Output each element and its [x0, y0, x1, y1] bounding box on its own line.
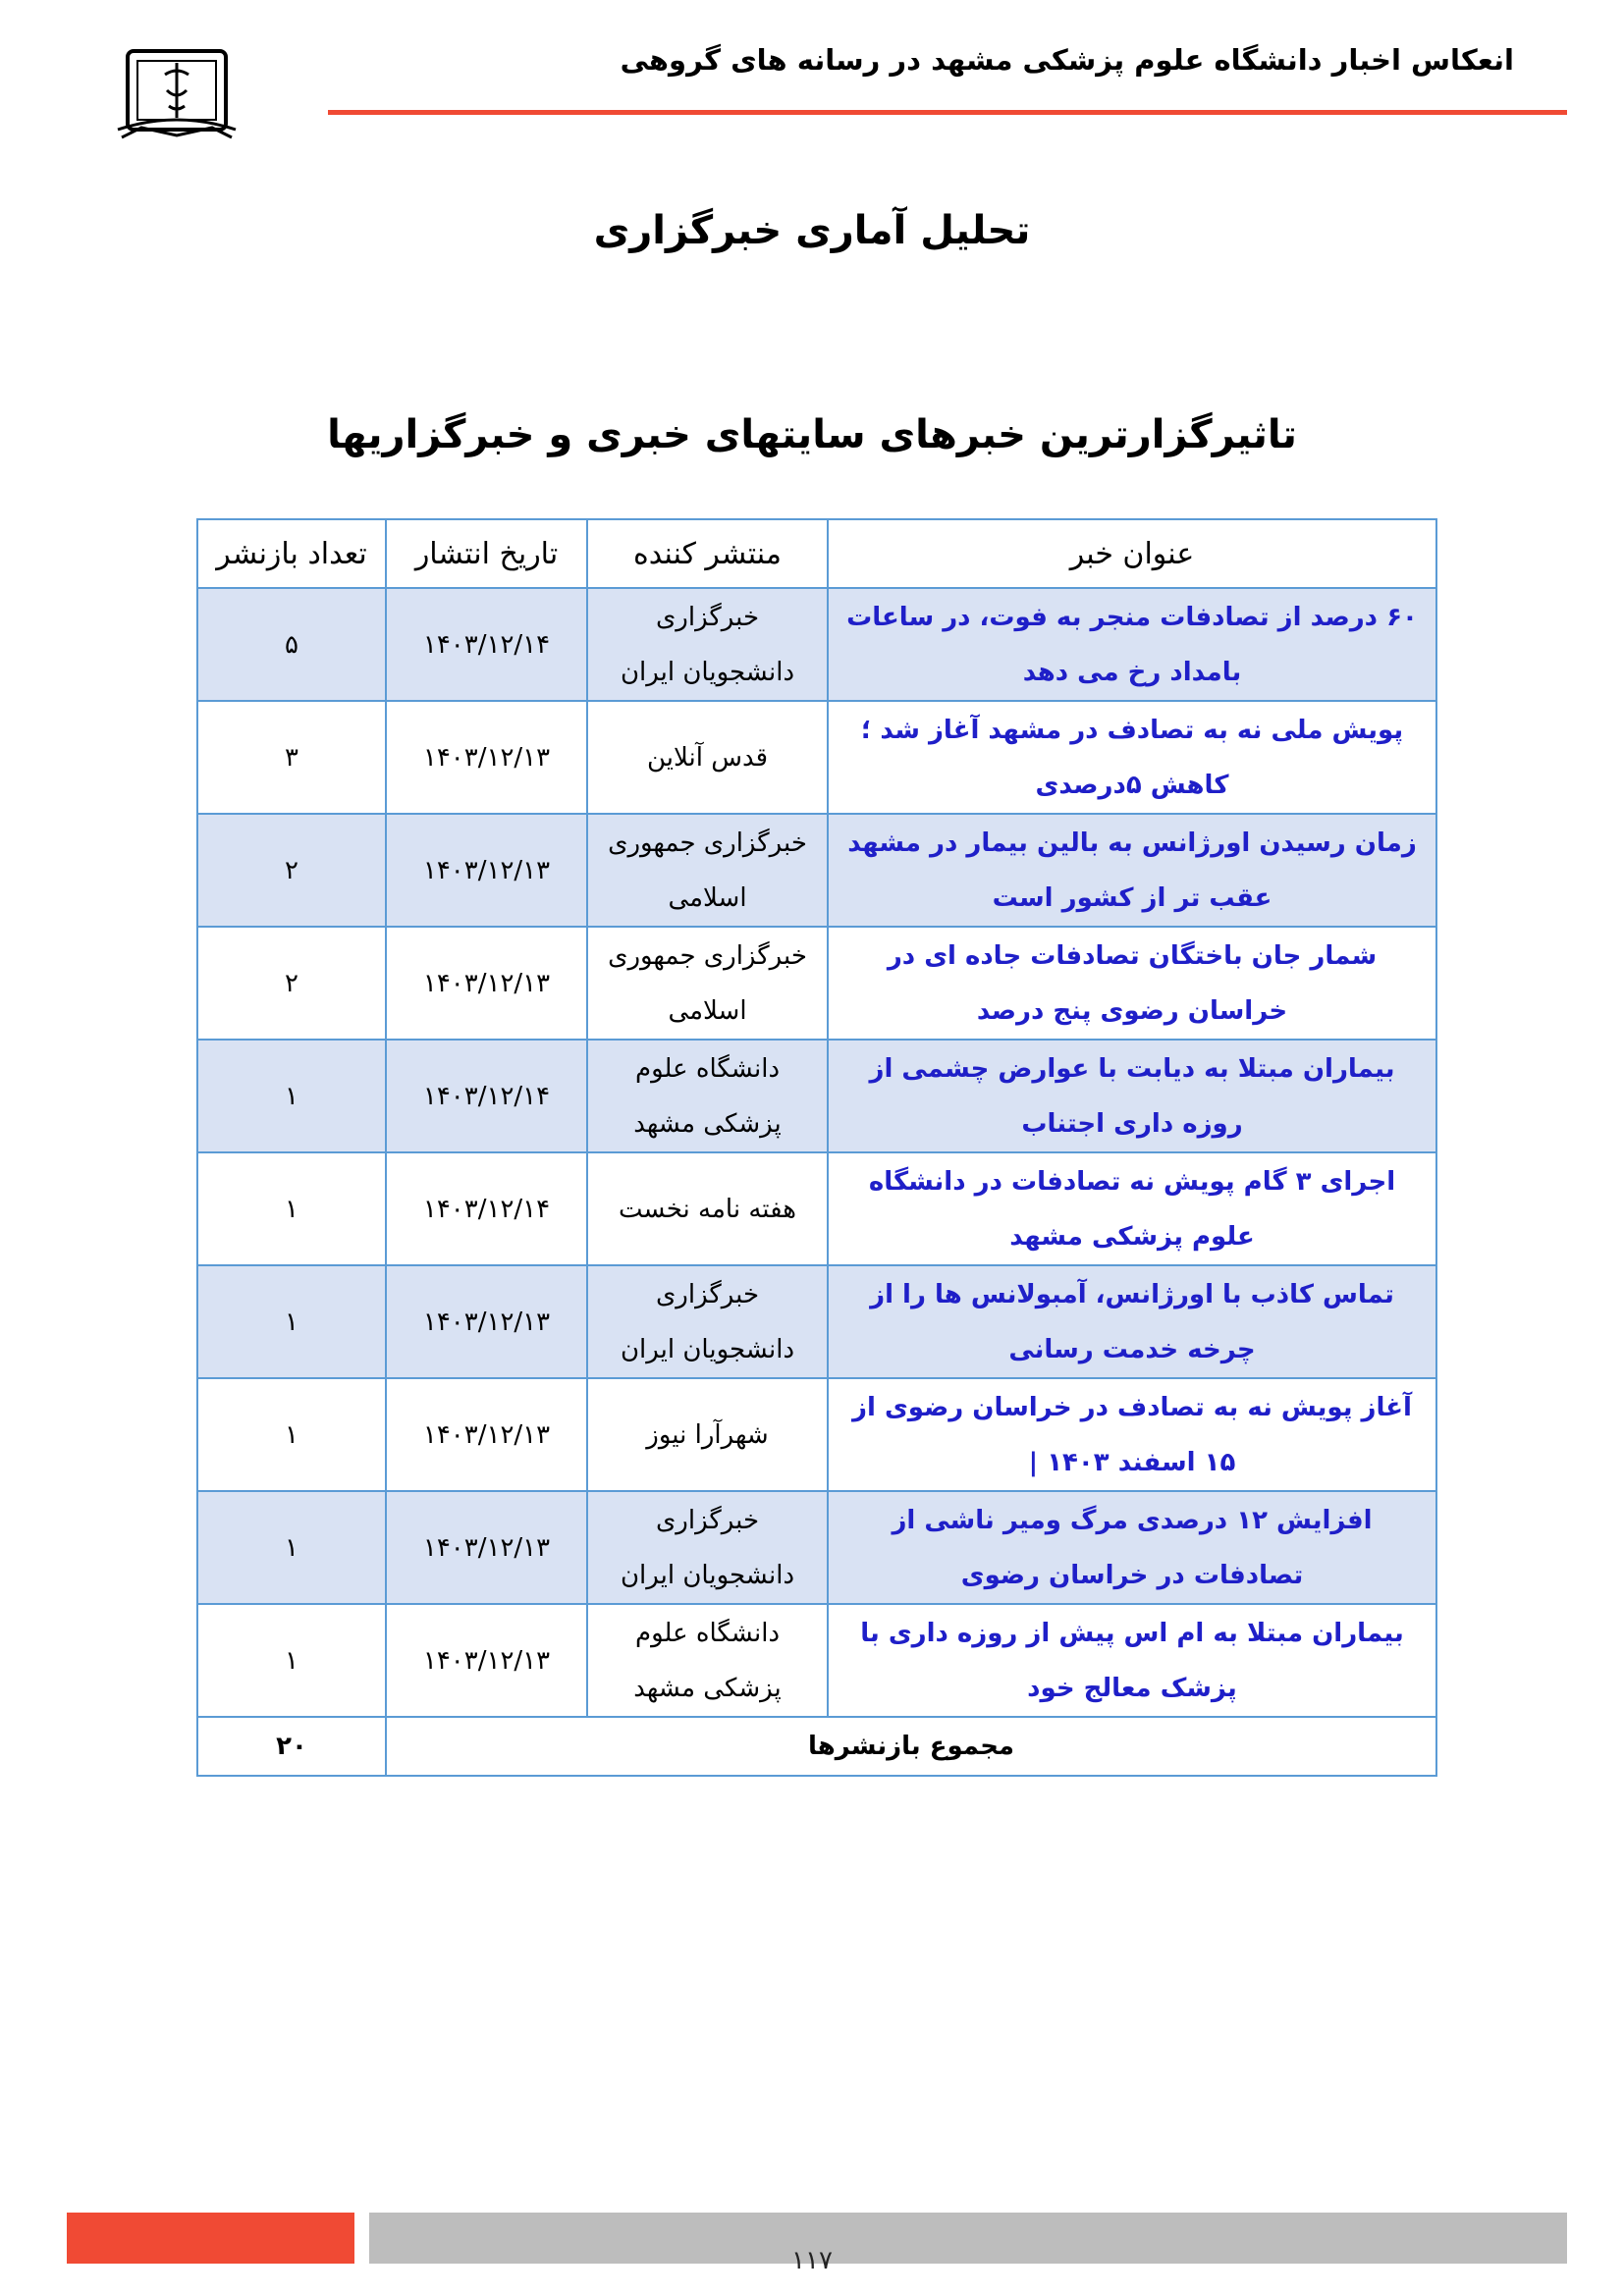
table-row	[197, 814, 1436, 927]
table-row	[197, 1152, 1436, 1265]
publisher-cell: خبرگزاری دانشجویان ایران	[587, 588, 828, 701]
table-header-row	[197, 519, 1436, 588]
news-title-cell: بیماران مبتلا به دیابت با عوارض چشمی از روزه داری اجتناب	[828, 1040, 1436, 1152]
page-title: تحلیل آماری خبرگزاری	[593, 208, 1031, 253]
news-title-cell: اجرای ۳ گام پویش نه تصادفات در دانشگاه علوم پزشکی مشهد	[828, 1152, 1436, 1265]
total-label: مجموع بازنشرها	[386, 1717, 1436, 1776]
date-cell: ۱۴۰۳/۱۲/۱۳	[386, 1265, 587, 1378]
publisher-cell: خبرگزاری جمهوری اسلامی	[587, 814, 828, 927]
news-title-cell: ۶۰ درصد از تصادفات منجر به فوت، در ساعات بامداد رخ می دهد	[828, 588, 1436, 701]
news-title-cell: شمار جان باختگان تصادفات جاده ای در خراسان رضوی پنج درصد	[828, 927, 1436, 1040]
news-title-cell: آغاز پویش نه به تصادف در خراسان رضوی از ۱۵ اسفند ۱۴۰۳ |	[828, 1378, 1436, 1491]
count-cell: ۱	[197, 1265, 386, 1378]
page-number: ۱۱۷	[791, 2246, 833, 2275]
news-title-cell: تماس کاذب با اورژانس، آمبولانس ها را از چرخه خدمت رسانی	[828, 1265, 1436, 1378]
date-cell: ۱۴۰۳/۱۲/۱۴	[386, 1152, 587, 1265]
date-cell: ۱۴۰۳/۱۲/۱۴	[386, 588, 587, 701]
count-cell: ۲	[197, 814, 386, 927]
table-row	[197, 927, 1436, 1040]
publisher-cell: دانشگاه علوم پزشکی مشهد	[587, 1040, 828, 1152]
count-cell: ۲	[197, 927, 386, 1040]
header-count: تعداد بازنشر	[197, 519, 386, 588]
publisher-cell: خبرگزاری جمهوری اسلامی	[587, 927, 828, 1040]
table-total-row	[197, 1717, 1436, 1776]
table-row	[197, 1040, 1436, 1152]
publisher-cell: خبرگزاری دانشجویان ایران	[587, 1491, 828, 1604]
header-news-title: عنوان خبر	[828, 519, 1436, 588]
publisher-cell: هفته نامه نخست	[587, 1152, 828, 1265]
table-row	[197, 1491, 1436, 1604]
publisher-cell: دانشگاه علوم پزشکی مشهد	[587, 1604, 828, 1717]
publisher-cell: شهرآرا نیوز	[587, 1378, 828, 1491]
date-cell: ۱۴۰۳/۱۲/۱۳	[386, 814, 587, 927]
count-cell: ۳	[197, 701, 386, 814]
date-cell: ۱۴۰۳/۱۲/۱۴	[386, 1040, 587, 1152]
table-title: تاثیرگزارترین خبرهای سایتهای خبری و خبرگزاریها	[327, 412, 1297, 457]
news-title-cell: افزایش ۱۲ درصدی مرگ ومیر ناشی از تصادفات در خراسان رضوی	[828, 1491, 1436, 1604]
count-cell: ۵	[197, 588, 386, 701]
table-row	[197, 588, 1436, 701]
count-cell: ۱	[197, 1491, 386, 1604]
news-title-cell: پویش ملی نه به تصادف در مشهد آغاز شد ؛کاهش ۵درصدی	[828, 701, 1436, 814]
publisher-cell: قدس آنلاین	[587, 701, 828, 814]
news-title-cell: زمان رسیدن اورژانس به بالین بیمار در مشهد عقب تر از کشور است	[828, 814, 1436, 927]
count-cell: ۱	[197, 1040, 386, 1152]
total-value: ۲۰	[197, 1717, 386, 1776]
count-cell: ۱	[197, 1604, 386, 1717]
table-row	[197, 1604, 1436, 1717]
header-date: تاریخ انتشار	[386, 519, 587, 588]
date-cell: ۱۴۰۳/۱۲/۱۳	[386, 1378, 587, 1491]
table-row	[197, 1378, 1436, 1491]
header-divider	[328, 110, 1567, 115]
header-publisher: منتشر کننده	[587, 519, 828, 588]
date-cell: ۱۴۰۳/۱۲/۱۳	[386, 701, 587, 814]
date-cell: ۱۴۰۳/۱۲/۱۳	[386, 927, 587, 1040]
university-emblem-icon	[108, 41, 245, 169]
date-cell: ۱۴۰۳/۱۲/۱۳	[386, 1491, 587, 1604]
date-cell: ۱۴۰۳/۱۲/۱۳	[386, 1604, 587, 1717]
count-cell: ۱	[197, 1152, 386, 1265]
university-logo	[108, 41, 245, 169]
table-row	[197, 701, 1436, 814]
count-cell: ۱	[197, 1378, 386, 1491]
table-row	[197, 1265, 1436, 1378]
news-table	[196, 518, 1437, 1777]
news-title-cell: بیماران مبتلا به ام اس پیش از روزه داری با پزشک معالج خود	[828, 1604, 1436, 1717]
publisher-cell: خبرگزاری دانشجویان ایران	[587, 1265, 828, 1378]
header-title: انعکاس اخبار دانشگاه علوم پزشکی مشهد در رسانه های گروهی	[620, 43, 1514, 77]
